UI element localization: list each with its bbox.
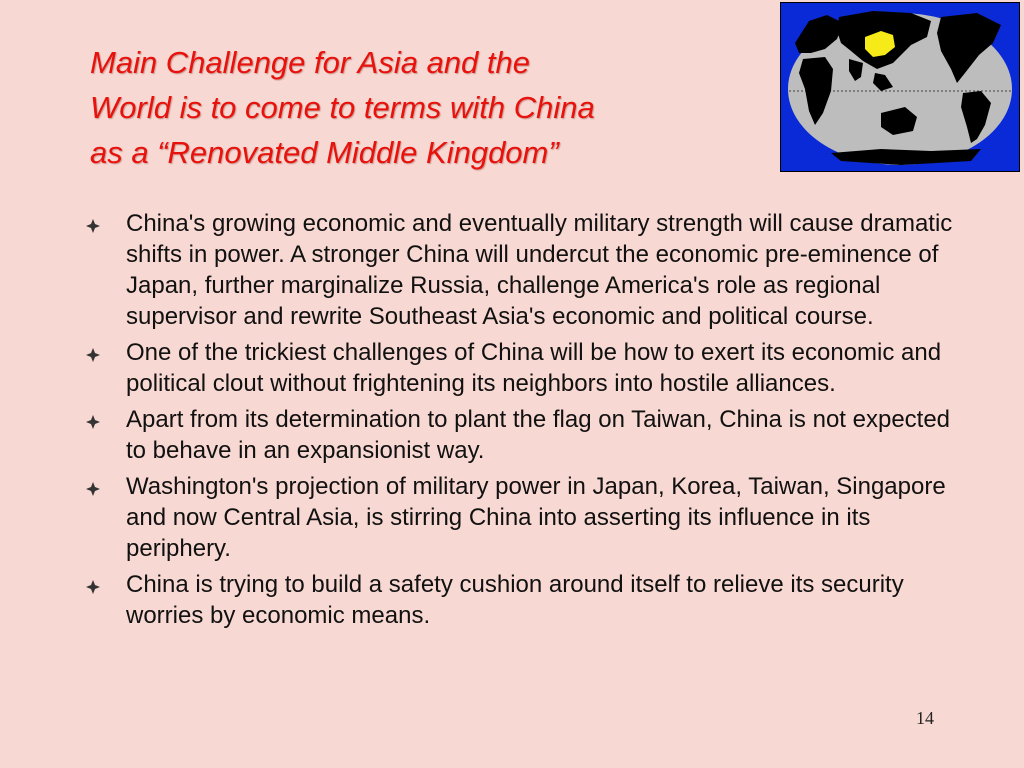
bullet-text: Washington's projection of military power in Japan, Korea, Taiwan, Singapore and now Central Asia, is stirring China into asserting its influence in its periphery. xyxy=(126,473,946,562)
bullet-text: One of the trickiest challenges of China will be how to exert its economic and political clout without frightening its neighbors into hostile alliances. xyxy=(126,339,942,397)
bullet-item xyxy=(86,208,966,332)
bullet-text: China's growing economic and eventually military strength will cause dramatic shifts in power. A stronger China will undercut the economic pre-eminence of Japan, further marginalize Russia, challenge America's role as regional supervisor and rewrite Southeast Asia's economic and political course. xyxy=(126,210,953,330)
bullet-item xyxy=(86,569,966,631)
diamond-bullet-icon xyxy=(86,415,100,429)
title-line-1: Main Challenge for Asia and the xyxy=(90,45,531,80)
bullet-list xyxy=(86,208,966,636)
diamond-bullet-icon xyxy=(86,348,100,362)
diamond-bullet-icon xyxy=(86,482,100,496)
page-number: 14 xyxy=(916,708,934,728)
slide-title xyxy=(90,40,770,175)
bullet-item xyxy=(86,471,966,564)
world-map-icon xyxy=(781,3,1019,171)
diamond-bullet-icon xyxy=(86,580,100,594)
bullet-item xyxy=(86,337,966,399)
bullet-text: China is trying to build a safety cushion around itself to relieve its security worries by economic means. xyxy=(126,571,904,629)
map-land-antarctica xyxy=(831,149,981,165)
diamond-bullet-icon xyxy=(86,219,100,233)
bullet-text: Apart from its determination to plant the flag on Taiwan, China is not expected to behave in an expansionist way. xyxy=(126,406,951,464)
title-line-2: World is to come to terms with China xyxy=(90,90,595,125)
world-map-image xyxy=(780,2,1020,172)
bullet-item xyxy=(86,404,966,466)
title-line-3: as a “Renovated Middle Kingdom” xyxy=(90,135,559,170)
